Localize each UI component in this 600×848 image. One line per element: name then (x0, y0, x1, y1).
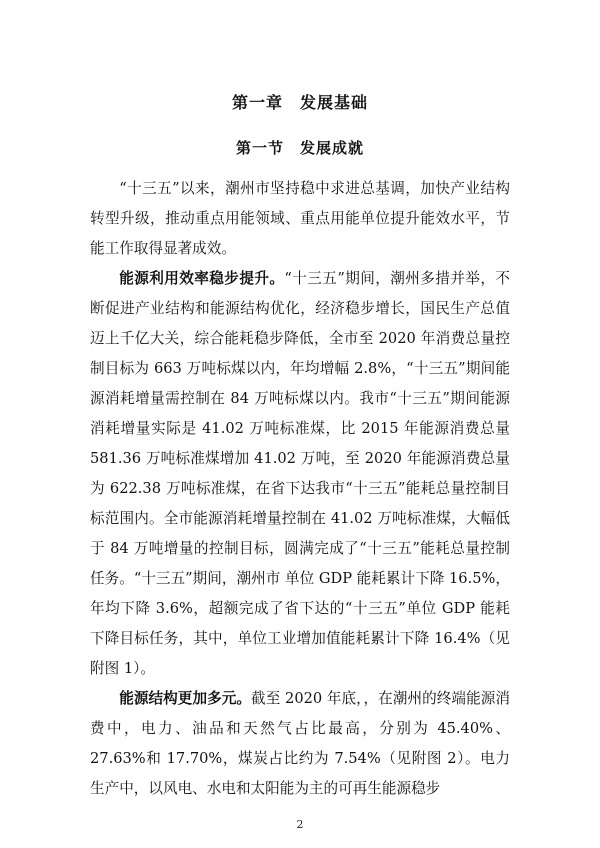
paragraph-intro (90, 174, 510, 264)
paragraph-text: “十三五”以来，潮州市坚持稳中求进总基调，加快产业结构转型升级，推动重点用能领域、重点用能单位提升能效水平，节能工作取得显著成效。 (90, 180, 510, 257)
paragraph-lead-heading: 能源结构更加多元。 (119, 690, 252, 707)
paragraph-energy-efficiency (90, 264, 510, 684)
page-content (90, 90, 510, 804)
paragraph-lead-heading: 能源利用效率稳步提升。 (119, 270, 285, 287)
page-number: 2 (296, 818, 304, 831)
paragraph-text: 截至 2020 年底，，在潮州的终端能源消费中，电力、油品和天然气占比最高，分别为 45.40%、27.63%和 17.70%，煤炭占比约为 7.54%（见附图 2）。电力生产中，以风电、水电和太阳能为主的可再生能源稳步 (90, 690, 510, 797)
chapter-title: 第一章 发展基础 (231, 93, 368, 112)
paragraph-energy-structure (90, 684, 510, 804)
paragraph-text: “十三五”期间，潮州多措并举，不断促进产业结构和能源结构优化，经济稳步增长，国民生产总值迈上千亿大关，综合能耗稳步降低，全市至 2020 年消费总量控制目标为 663 万吨标煤以内，年均增幅 2.8%，“十三五”期间能源消耗增量需控制在 84 万吨标煤以内。我市“十三五”期间能源消耗增量实际是 41.02 万吨标准煤，比 2015 年能源消费总量 581.36 万吨标准煤增加 41.02 万吨，至 2020 年能源消费总量为 622.38 万吨标准煤，在省下达我市“十三五”能耗总量控制目标范围内。全市能源消耗增量控制在 41.02 万吨标准煤，大幅低于 84 万吨增量的控制目标，圆满完成了“十三五”能耗总量控制任务。“十三五”期间，潮州市 单位 GDP 能耗累计下降 16.5%，年均下降 3.6%，超额完成了省下达的“十三五”单位 GDP 能耗下降目标任务，其中，单位工业增加值能耗累计下降 16.4%（见附图 1）。 (90, 270, 510, 677)
section-title: 第一节 发展成就 (235, 139, 364, 157)
